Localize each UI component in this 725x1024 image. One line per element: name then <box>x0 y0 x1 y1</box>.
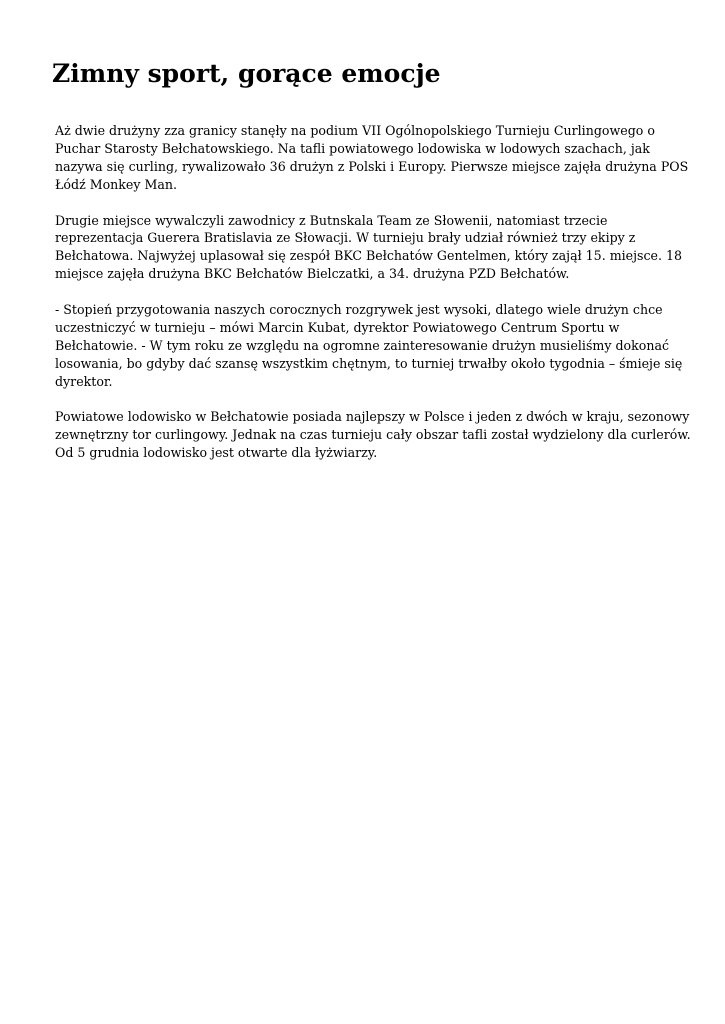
paragraph-1 <box>55 122 689 194</box>
paragraph-line: Bełchatowa. Najwyżej uplasował się zespół BKC Bełchatów Gentelmen, który zajął 15. miejsce. 18 <box>55 248 683 264</box>
paragraph-line: nazywa się curling, rywalizowało 36 drużyn z Polski i Europy. Pierwsze miejsce zajęła drużyna POS <box>55 158 689 174</box>
paragraph-line: Łódź Monkey Man. <box>55 176 178 192</box>
paragraph-line: zewnętrzny tor curlingowy. Jednak na czas turnieju cały obszar tafli został wydzielony dla curlerów. <box>55 427 691 443</box>
paragraph-line: uczestniczyć w turnieju – mówi Marcin Kubat, dyrektor Powiatowego Centrum Sportu w <box>55 319 620 335</box>
paragraph-line: miejsce zajęła drużyna BKC Bełchatów Bielczatki, a 34. drużyna PZD Bełchatów. <box>55 266 570 282</box>
paragraph-line: dyrektor. <box>55 373 113 389</box>
paragraph-4 <box>55 408 691 462</box>
paragraph-3 <box>55 301 683 391</box>
paragraph-line: Bełchatowie. - W tym roku ze względu na ogromne zainteresowanie drużyn musieliśmy dokonać <box>55 337 670 353</box>
paragraph-line: reprezentacja Guerera Bratislavia ze Słowacji. W turnieju brały udział również trzy ekipy z <box>55 230 636 246</box>
paragraph-2 <box>55 212 683 284</box>
paragraph-line: Powiatowe lodowisko w Bełchatowie posiada najlepszy w Polsce i jeden z dwóch w kraju, sezonowy <box>55 409 690 425</box>
paragraph-line: Drugie miejsce wywalczyli zawodnicy z Butnskala Team ze Słowenii, natomiast trzecie <box>55 212 608 228</box>
article-title: Zimny sport, gorące emocje <box>52 59 441 88</box>
paragraph-line: Aż dwie drużyny zza granicy stanęły na podium VII Ogólnopolskiego Turnieju Curlingowego o <box>55 123 655 138</box>
article-body <box>55 122 691 480</box>
paragraph-line: Od 5 grudnia lodowisko jest otwarte dla łyżwiarzy. <box>55 445 378 461</box>
paragraph-line: Puchar Starosty Bełchatowskiego. Na tafli powiatowego lodowiska w lodowych szachach, jak <box>55 140 650 156</box>
paragraph-line: - Stopień przygotowania naszych corocznych rozgrywek jest wysoki, dlatego wiele drużyn chce <box>55 302 663 318</box>
paragraph-line: losowania, bo gdyby dać szansę wszystkim chętnym, to turniej trwałby około tygodnia – śmieje się <box>55 355 683 371</box>
